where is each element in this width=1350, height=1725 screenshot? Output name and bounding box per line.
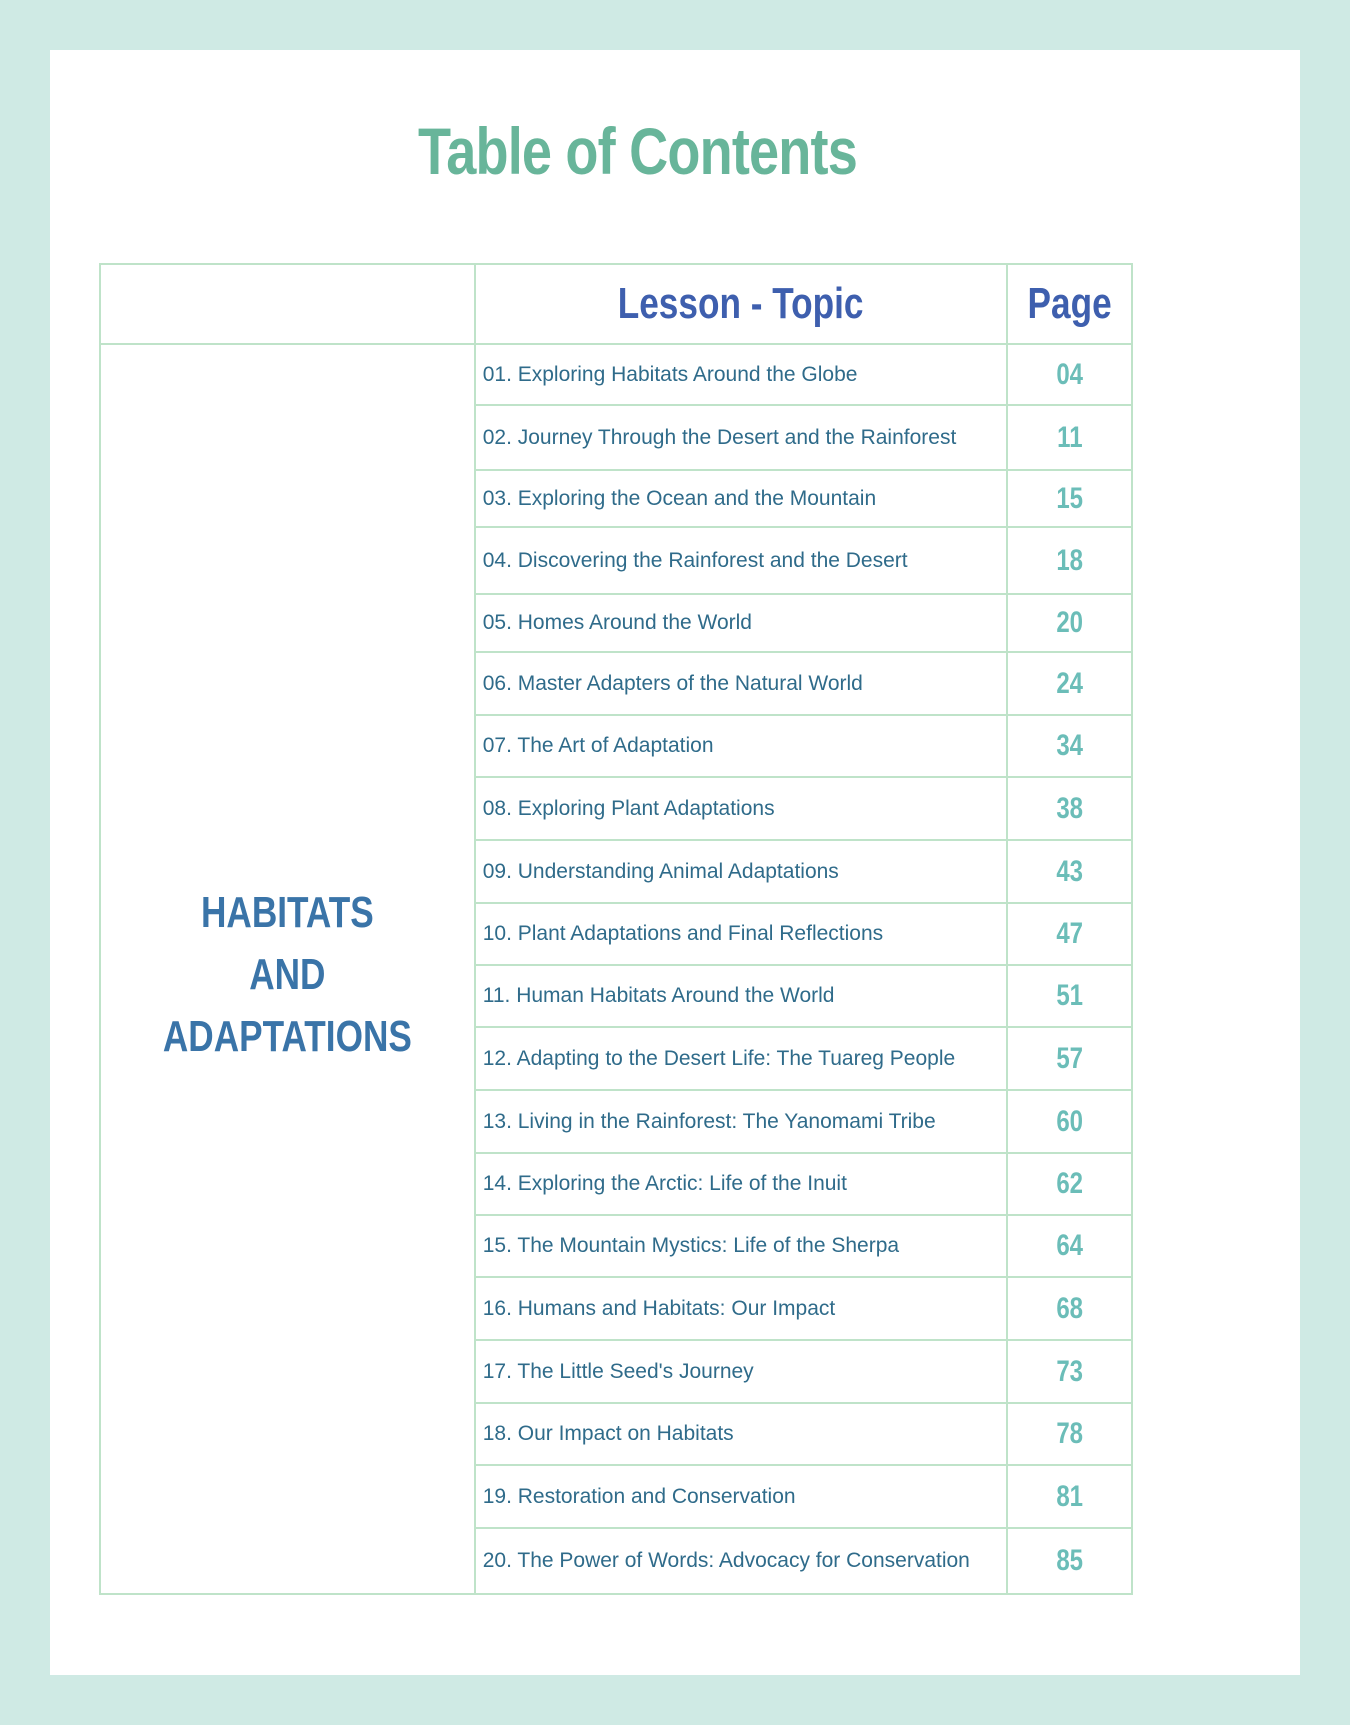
page-number-text: 47 (1056, 917, 1083, 950)
page-number-text: 57 (1056, 1041, 1083, 1075)
header-lesson-topic: Lesson - Topic (475, 264, 1007, 344)
page-number[interactable] (1007, 1027, 1132, 1090)
lesson-topic[interactable]: 17. The Little Seed's Journey (475, 1340, 1007, 1403)
page-number[interactable] (1007, 715, 1132, 777)
header-section (100, 264, 475, 344)
lesson-topic[interactable]: 19. Restoration and Conservation (475, 1465, 1007, 1528)
page-number[interactable] (1007, 1215, 1132, 1277)
lesson-topic[interactable]: 14. Exploring the Arctic: Life of the Inuit (475, 1153, 1007, 1215)
lesson-topic[interactable]: 12. Adapting to the Desert Life: The Tuareg People (475, 1027, 1007, 1090)
lesson-topic[interactable]: 06. Master Adapters of the Natural World (475, 652, 1007, 715)
page-number-text: 24 (1056, 666, 1083, 700)
section-label-line: ADAPTATIONS (162, 1012, 412, 1061)
lesson-topic[interactable]: 11. Human Habitats Around the World (475, 965, 1007, 1027)
page-number[interactable] (1007, 594, 1132, 652)
page-number-text: 81 (1056, 1479, 1083, 1513)
section-label (100, 344, 475, 1594)
page-number-text: 43 (1056, 854, 1083, 888)
page-number-text: 04 (1056, 357, 1083, 391)
lesson-topic[interactable]: 18. Our Impact on Habitats (475, 1403, 1007, 1465)
page-number-text: 34 (1056, 729, 1083, 762)
page-number-text: 38 (1056, 791, 1083, 825)
page-title: Table of Contents (417, 114, 858, 188)
lesson-topic[interactable]: 01. Exploring Habitats Around the Globe (475, 344, 1007, 405)
table-header-row (100, 264, 1132, 344)
page-number-text: 68 (1056, 1291, 1083, 1325)
contents-table (99, 263, 1133, 1595)
lesson-topic[interactable]: 02. Journey Through the Desert and the Rainforest (475, 405, 1007, 470)
lesson-topic[interactable]: 15. The Mountain Mystics: Life of the Sherpa (475, 1215, 1007, 1277)
lesson-topic[interactable]: 20. The Power of Words: Advocacy for Conservation (475, 1528, 1007, 1594)
lesson-topic[interactable]: 08. Exploring Plant Adaptations (475, 777, 1007, 840)
page-number[interactable] (1007, 1340, 1132, 1403)
page-number[interactable] (1007, 777, 1132, 840)
lesson-topic[interactable]: 10. Plant Adaptations and Final Reflections (475, 903, 1007, 965)
page-number[interactable] (1007, 1153, 1132, 1215)
header-page: Page (1007, 264, 1132, 344)
page-number-text: 60 (1056, 1104, 1083, 1138)
page-number-text: 85 (1056, 1544, 1083, 1577)
page-number[interactable] (1007, 405, 1132, 470)
page-number-text: 51 (1056, 979, 1083, 1012)
page-number[interactable] (1007, 527, 1132, 594)
lesson-topic[interactable]: 13. Living in the Rainforest: The Yanomami Tribe (475, 1090, 1007, 1153)
page-number-text: 11 (1056, 420, 1083, 454)
page-number-text: 20 (1056, 606, 1083, 639)
page-number[interactable] (1007, 652, 1132, 715)
table-body (100, 344, 1132, 1594)
page-number[interactable] (1007, 1090, 1132, 1153)
lesson-topic[interactable]: 07. The Art of Adaptation (475, 715, 1007, 777)
page-number-text: 62 (1056, 1167, 1083, 1200)
page-number-text: 78 (1056, 1417, 1083, 1450)
page-number[interactable] (1007, 470, 1132, 527)
page-number[interactable] (1007, 1277, 1132, 1340)
lesson-topic[interactable]: 16. Humans and Habitats: Our Impact (475, 1277, 1007, 1340)
lesson-topic[interactable]: 03. Exploring the Ocean and the Mountain (475, 470, 1007, 527)
page-number[interactable] (1007, 965, 1132, 1027)
page-number[interactable] (1007, 344, 1132, 405)
page-number[interactable] (1007, 1528, 1132, 1594)
lesson-topic[interactable]: 05. Homes Around the World (475, 594, 1007, 652)
section-label-line: HABITATS (200, 888, 374, 937)
table-row (100, 344, 1132, 405)
page-number[interactable] (1007, 903, 1132, 965)
lesson-topic[interactable]: 04. Discovering the Rainforest and the Desert (475, 527, 1007, 594)
page-number[interactable] (1007, 1403, 1132, 1465)
page-number[interactable] (1007, 840, 1132, 903)
lesson-topic[interactable]: 09. Understanding Animal Adaptations (475, 840, 1007, 903)
section-label-line: AND (249, 950, 326, 999)
page-number[interactable] (1007, 1465, 1132, 1528)
page-number-text: 73 (1056, 1354, 1083, 1388)
page-number-text: 18 (1056, 543, 1083, 577)
page-number-text: 64 (1056, 1229, 1083, 1262)
page-number-text: 15 (1056, 481, 1083, 515)
